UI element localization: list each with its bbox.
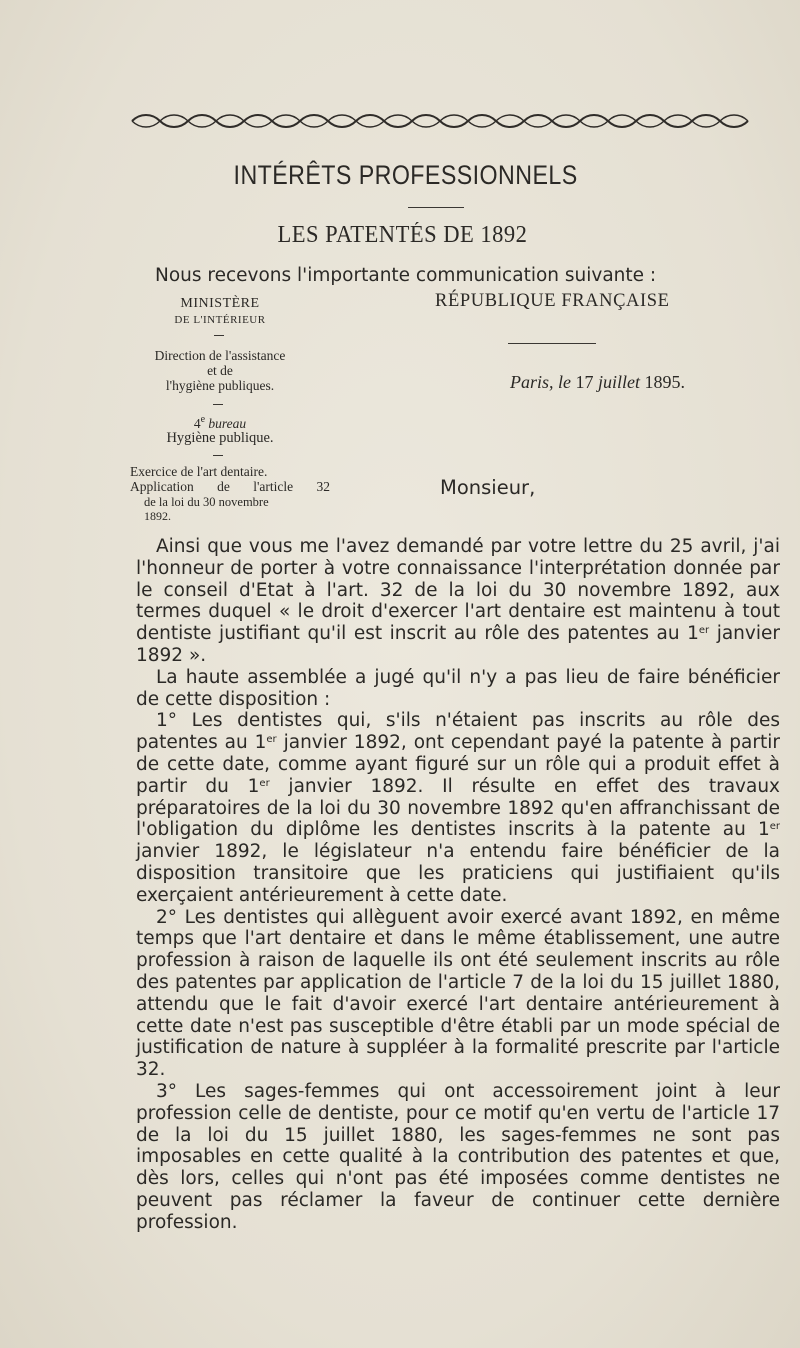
direction-dash — [213, 404, 223, 405]
paragraph-3 — [136, 710, 780, 906]
p1-text-a: Ainsi que vous me l'avez demandé par votre lettre du 25 avril, j'ai l'honneur de porter à votre connaissance l'interprétation donnée par le conseil d'Etat à l'art. 32 de la loi du 30 novembre 1892, aux termes duquel « le droit d'exercer l'art dentaire est maintenu à tout dentiste justifiant qu'il est inscrit au rôle des patentes au 1 — [136, 536, 780, 645]
p1-sup: er — [698, 625, 710, 637]
direction-line-1: Direction de l'assistance — [154, 348, 286, 363]
salutation: Monsieur, — [440, 476, 536, 499]
ministry-name: MINISTÈRE — [180, 296, 260, 311]
p3-text-b: janvier 1892, ont cependant payé la patente à partir de cette date, comme ayant figuré sur un rôle qui a produit effet à partir du 1 — [136, 732, 780, 797]
p3-sup-1: er — [266, 734, 277, 746]
paragraph-4: 2° Les dentistes qui allèguent avoir exercé avant 1892, en même temps que l'art dentaire et dans le même établissement, une autre profession à raison de laquelle ils ont été seulement inscrits au rôle des patentes par application de l'article 7 de la loi du 15 juillet 1880, attendu que le fait d'avoir exercé l'art dentaire antérieurement à cette date n'est pas susceptible d'être établi par un mode spécial de justification de nature à suppléer à la formalité prescrite par l'article 32. — [136, 906, 780, 1081]
date-place: Paris, — [510, 372, 554, 392]
bureau-line-1: 4e bureau — [193, 414, 247, 431]
direction-line-2: et de — [207, 363, 233, 378]
decorative-border-ornament — [130, 112, 750, 130]
republic-divider — [508, 343, 596, 344]
ministry-dash — [214, 335, 224, 336]
republic-heading: RÉPUBLIQUE FRANÇAISE — [435, 291, 670, 311]
subject-line-3: de la loi du 30 novembre — [144, 495, 269, 509]
intro-line: Nous recevons l'importante communication suivante : — [155, 265, 657, 286]
article-title: LES PATENTÉS DE 1892 — [277, 222, 528, 248]
p3-sup-2: er — [259, 777, 270, 789]
date-day: 17 — [575, 372, 594, 392]
date-month: juillet — [598, 372, 641, 392]
p1-text-b: janvier 1892 ». — [136, 623, 780, 666]
title-divider — [408, 207, 464, 208]
section-title: INTÉRÊTS PROFESSIONNELS — [233, 160, 578, 190]
p3-text-d: janvier 1892, le législateur n'a entendu faire bénéficier de la disposition transitoire que les praticiens qui justifiaient qu'ils exerçaient antérieurement à cette date. — [136, 841, 780, 906]
subject-line-4: 1892. — [144, 509, 171, 523]
p3-sup-3: er — [769, 821, 780, 833]
paragraph-5: 3° Les sages-femmes qui ont accessoirement joint à leur profession celle de dentiste, pour ce motif qu'en vertu de l'article 17 de la loi du 15 juillet 1880, les sages-femmes ne sont pas imposables en cette qualité à la contribution des patentes et que, dès lors, celles qui n'ont pas été imposées comme dentistes ne peuvent pas réclamer la faveur de continuer cette dernière profession. — [136, 1080, 780, 1233]
p3-text-a: 1° Les dentistes qui, s'ils n'étaient pas inscrits au rôle des patentes au 1 — [136, 710, 780, 754]
bureau-line-2: Hygiène publique. — [166, 430, 274, 446]
bureau-dash — [213, 455, 223, 456]
ministry-sub: DE L'INTÉRIEUR — [174, 314, 266, 326]
subject-line-2: Application de l'article 32 — [130, 479, 330, 494]
body-text — [136, 536, 780, 1234]
date-le: le — [558, 372, 572, 392]
date-year: 1895. — [644, 372, 686, 392]
direction-line-3: l'hygiène publiques. — [165, 378, 275, 393]
subject-line-1: Exercice de l'art dentaire. — [130, 464, 268, 479]
p3-text-c: janvier 1892. Il résulte en effet des travaux préparatoires de la loi du 30 novembre 1892 qu'en affranchissant de l'obligation du diplôme les dentistes inscrits à la patente au 1 — [136, 775, 781, 841]
paragraph-1 — [136, 536, 780, 667]
paragraph-2: La haute assemblée a jugé qu'il n'y a pas lieu de faire bénéficier de cette disposition : — [136, 666, 780, 710]
date-line — [510, 372, 685, 393]
